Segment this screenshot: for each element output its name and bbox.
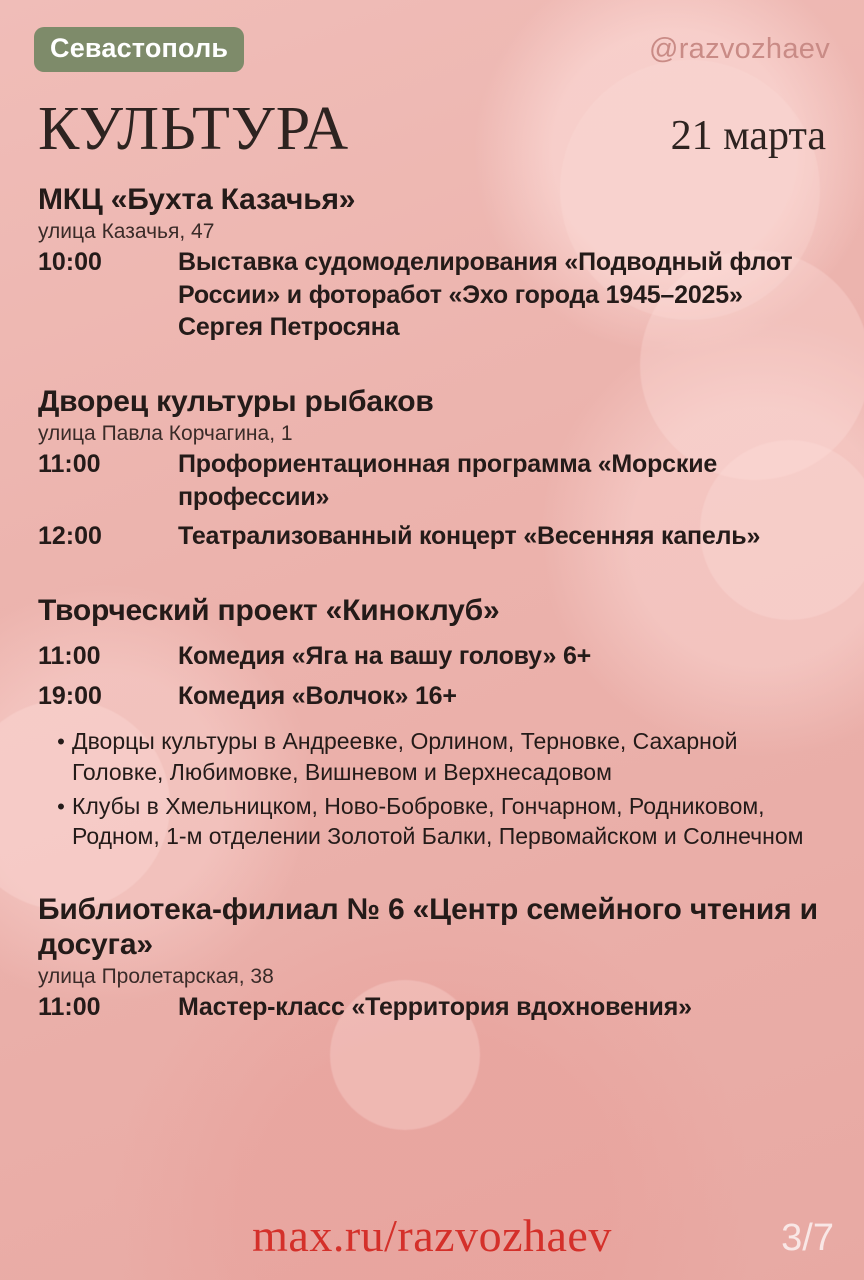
event-time: 19:00 [38,681,102,710]
event-row [38,246,826,344]
event-time: 11:00 [38,450,101,479]
event-row [38,991,826,1024]
event-description: Выставка судомоделирования «Подводный флот России» и фоторабот «Эхо города 1945–2025» Сергея Петросяна [178,248,793,342]
top-bar [34,26,830,72]
footer [0,1209,864,1262]
event-description: Мастер-класс «Территория вдохновения» [178,993,692,1022]
venue-name: Дворец культуры рыбаков [38,384,434,418]
venue-block [38,182,826,344]
venue-block [38,384,826,553]
event-row [38,448,826,513]
event-description: Профориентационная программа «Морские профессии» [178,450,718,511]
venue-address: улица Казачья, 47 [38,220,215,244]
event-time: 11:00 [38,993,101,1022]
page-title: КУЛЬТУРА [38,95,350,163]
list-item-text: Дворцы культуры в Андреевке, Орлином, Терновке, Сахарной Головке, Любимовке, Вишневом и Верхнесадовом [72,728,738,785]
poster-date: 21 марта [670,113,826,159]
event-time: 12:00 [38,522,102,551]
event-list [38,991,826,1024]
event-description: Театрализованный концерт «Весенняя капель» [178,522,761,551]
event-time: 10:00 [38,248,102,277]
page-indicator: 3/7 [781,1217,834,1259]
event-list [38,246,826,344]
city-badge: Севастополь [34,27,244,72]
event-description: Комедия «Волчок» 16+ [178,681,457,710]
venue-name: МКЦ «Бухта Казачья» [38,183,356,216]
author-handle: @razvozhaev [648,32,830,65]
list-item [50,791,826,852]
venue-address: улица Пролетарская, 38 [38,965,274,989]
event-description: Комедия «Яга на вашу голову» 6+ [178,642,592,671]
title-row [34,95,830,163]
venue-block [38,593,826,852]
event-row [38,640,826,673]
footer-link[interactable]: max.ru/razvozhaev [252,1210,612,1261]
event-row [38,680,826,713]
venue-block [38,892,826,1024]
list-item [50,726,826,787]
venue-name: Творческий проект «Киноклуб» [38,593,500,627]
event-list [38,640,826,712]
event-time: 11:00 [38,642,101,671]
bullet-icon: • [57,793,65,819]
bullet-icon: • [57,729,65,755]
venue-name: Библиотека-филиал № 6 «Центр семейного чтения и досуга» [38,892,818,961]
venue-list [34,182,830,1024]
event-row [38,520,826,553]
list-item-text: Клубы в Хмельницком, Ново-Бобровке, Гончарном, Родниковом, Родном, 1-м отделении Золотой Балки, Первомайском и Солнечном [72,792,804,850]
event-list [38,448,826,553]
venue-address: улица Павла Корчагина, 1 [38,422,293,446]
additional-venues-list [38,726,826,851]
